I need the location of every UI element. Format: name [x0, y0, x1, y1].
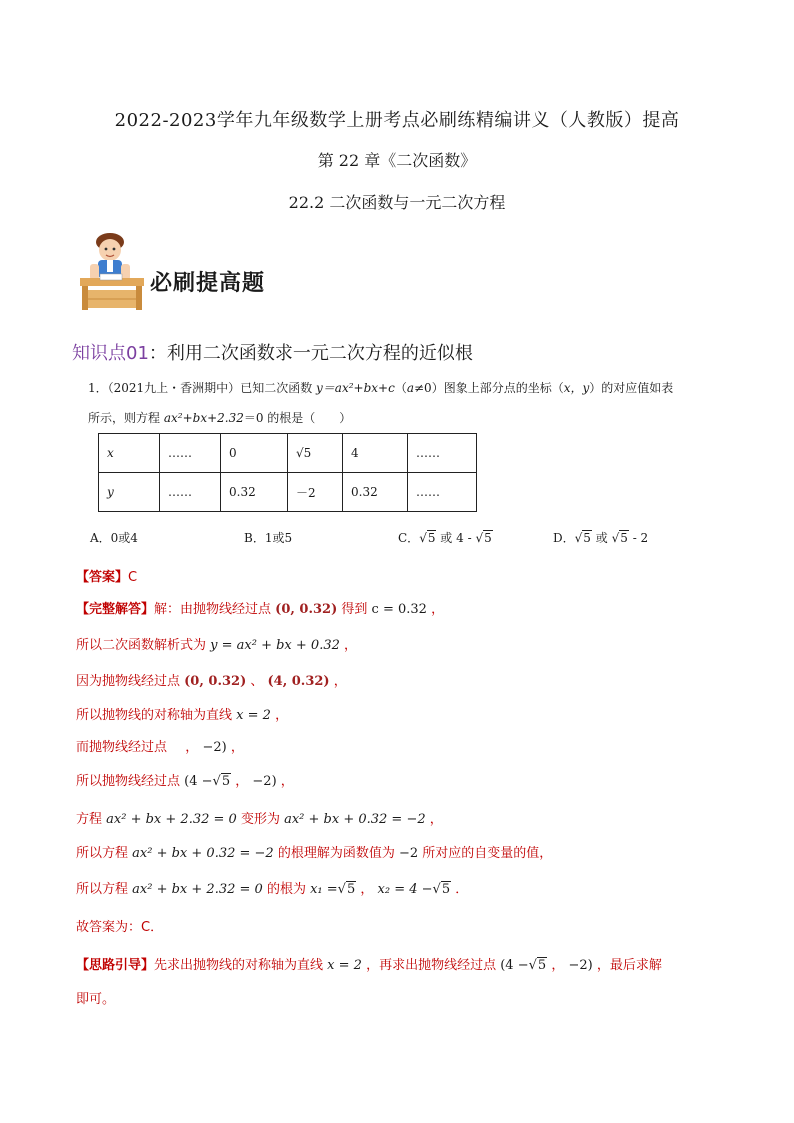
value-table	[98, 433, 477, 512]
solution-text: ，	[333, 674, 347, 689]
sqrt-symbol: √5	[432, 882, 451, 897]
math-equation: x = 2	[327, 958, 362, 973]
hint-line-2: 即可。	[76, 992, 116, 1007]
question-line-1	[88, 378, 673, 398]
option-text: 或	[591, 531, 608, 545]
solution-text: 所对应的自变量的值，	[422, 846, 553, 861]
chapter-title: 第 22 章《二次函数》	[317, 151, 477, 170]
table-cell: ……	[160, 434, 221, 473]
option-b[interactable]: B．1或5	[244, 531, 293, 545]
hint-text: ，再求出抛物线经过点	[366, 958, 497, 973]
question-text: 所示，则方程	[88, 411, 161, 425]
solution-text: ，	[230, 740, 244, 755]
solution-line-10: 故答案为：C．	[76, 920, 164, 935]
math-point: (0, 0.32)	[184, 674, 247, 689]
solution-text: ，	[185, 740, 199, 755]
solution-line-5	[76, 736, 244, 755]
solution-text: 变形为	[240, 812, 280, 827]
math-equation: ax² + bx + 0.32 = −2	[284, 812, 426, 827]
solution-text: ，	[280, 774, 294, 789]
solution-text: ，	[275, 708, 289, 723]
option-label: C．	[398, 531, 420, 545]
var-xy: x，y	[563, 381, 590, 395]
solution-text: 因为抛物线经过点	[76, 674, 181, 689]
math-equation: c = 0.32	[371, 602, 427, 617]
sqrt-symbol: √5	[212, 774, 231, 789]
table-cell: －2	[288, 473, 343, 512]
option-d[interactable]	[553, 528, 648, 548]
sqrt-symbol: √5	[419, 531, 436, 545]
solution-text: 的根理解为函数值为	[277, 846, 395, 861]
solution-text: 得到	[341, 602, 368, 617]
solution-line-8	[76, 842, 552, 861]
solution-line-1	[76, 598, 444, 617]
solution-text: ，	[429, 812, 443, 827]
solution-text: 所以抛物线的对称轴为直线	[76, 708, 233, 723]
solution-text: 所以抛物线经过点	[76, 774, 181, 789]
sqrt-symbol: √5	[528, 958, 547, 973]
table-cell: x	[99, 434, 160, 473]
solution-text: 而抛物线经过点	[76, 740, 168, 755]
math-equation: (4 −	[184, 774, 213, 789]
table-cell: ……	[408, 473, 477, 512]
math-equation: x = 2	[236, 708, 271, 723]
sqrt-symbol: √5	[337, 882, 356, 897]
document-title: 2022-2023学年九年级数学上册考点必刷练精编讲义（人教版）提高	[114, 110, 680, 131]
solution-text: 所以方程	[76, 882, 129, 897]
math-point: (4, 0.32)	[267, 674, 330, 689]
section-title: 22.2 二次函数与一元二次方程	[288, 193, 506, 212]
solution-text: 所以方程	[76, 846, 129, 861]
var-a: a	[406, 381, 414, 395]
table-cell: ……	[160, 473, 221, 512]
math-equation: x₂ = 4 −	[377, 882, 433, 897]
answer-label: 【答案】	[76, 570, 129, 585]
knowledge-point-tag: 知识点01	[72, 343, 149, 364]
option-text: 或 4 -	[436, 531, 472, 545]
solution-line-3	[76, 670, 347, 689]
solution-text: ，	[344, 638, 358, 653]
hint-text: 先求出抛物线的对称轴为直线	[154, 958, 324, 973]
solution-line-9	[76, 878, 468, 897]
hint-text: ，最后求解	[596, 958, 662, 973]
question-source: （2021九上・香洲期中）	[107, 381, 241, 395]
solution-line-4	[76, 704, 288, 723]
math-point: (0, 0.32)	[275, 602, 338, 617]
math-equation: −2)	[252, 774, 277, 789]
knowledge-point-heading	[72, 339, 473, 365]
solution-text: 解：由抛物线经过点	[154, 602, 272, 617]
hint-line-1	[76, 954, 662, 973]
sqrt-symbol: √5	[475, 531, 492, 545]
math-equation: (4 −	[500, 958, 529, 973]
math-equation: ax² + bx + 2.32 = 0	[132, 882, 263, 897]
solution-line-6	[76, 770, 294, 789]
answer-value: C	[128, 570, 138, 585]
hint-text: ，	[551, 958, 565, 973]
sqrt-symbol: √5	[611, 531, 628, 545]
option-a[interactable]: A．0或4	[90, 531, 138, 545]
math-equation: −2	[398, 846, 419, 861]
solution-text: ，	[235, 774, 249, 789]
banner-title: 必刷提高题	[150, 271, 266, 296]
solution-line-7	[76, 808, 443, 827]
math-equation: ax² + bx + 0.32 = −2	[132, 846, 274, 861]
solution-text: ，	[431, 602, 445, 617]
table-row	[99, 473, 477, 512]
math-equation: y = ax² + bx + 0.32	[210, 638, 340, 653]
option-c[interactable]	[398, 528, 493, 548]
solution-text: ，	[360, 882, 374, 897]
math-equation: −2)	[568, 958, 593, 973]
solution-text: 的根为	[266, 882, 306, 897]
question-line-2	[88, 408, 351, 428]
question-text: ）的对应值如表	[589, 381, 674, 395]
option-text: - 2	[628, 531, 649, 545]
math-equation: ax² + bx + 2.32 = 0	[106, 812, 237, 827]
table-cell: √5	[288, 434, 343, 473]
option-label: D．	[553, 531, 575, 545]
question-text: （	[394, 381, 407, 395]
answer-line	[76, 566, 137, 585]
solution-text: 所以二次函数解析式为	[76, 638, 207, 653]
question-text: ＝0 的根是（ ）	[243, 411, 352, 425]
table-cell: ……	[408, 434, 477, 473]
table-cell: 0.32	[343, 473, 408, 512]
question-number: 1．	[88, 381, 108, 395]
solution-label: 【完整解答】	[76, 602, 155, 617]
math-equation: −2)	[202, 740, 227, 755]
question-text: ≠0）图象上部分点的坐标（	[414, 381, 564, 395]
solution-line-2	[76, 634, 357, 653]
solution-text: 方程	[76, 812, 103, 827]
table-cell: 0	[221, 434, 288, 473]
table-cell: 0.32	[221, 473, 288, 512]
sqrt-symbol: √5	[574, 531, 591, 545]
table-row	[99, 434, 477, 473]
question-text: 已知二次函数	[240, 381, 313, 395]
solution-text: ．	[455, 882, 469, 897]
solution-text: 、	[250, 674, 264, 689]
function-expression: y＝ax²+bx+c	[316, 381, 395, 395]
knowledge-point-title: ：利用二次函数求一元二次方程的近似根	[148, 343, 473, 364]
hint-label: 【思路引导】	[76, 958, 155, 973]
equation-expression: ax²+bx+2.32	[163, 411, 244, 425]
table-cell: 4	[343, 434, 408, 473]
math-equation: x₁ =	[310, 882, 338, 897]
table-cell: y	[99, 473, 160, 512]
